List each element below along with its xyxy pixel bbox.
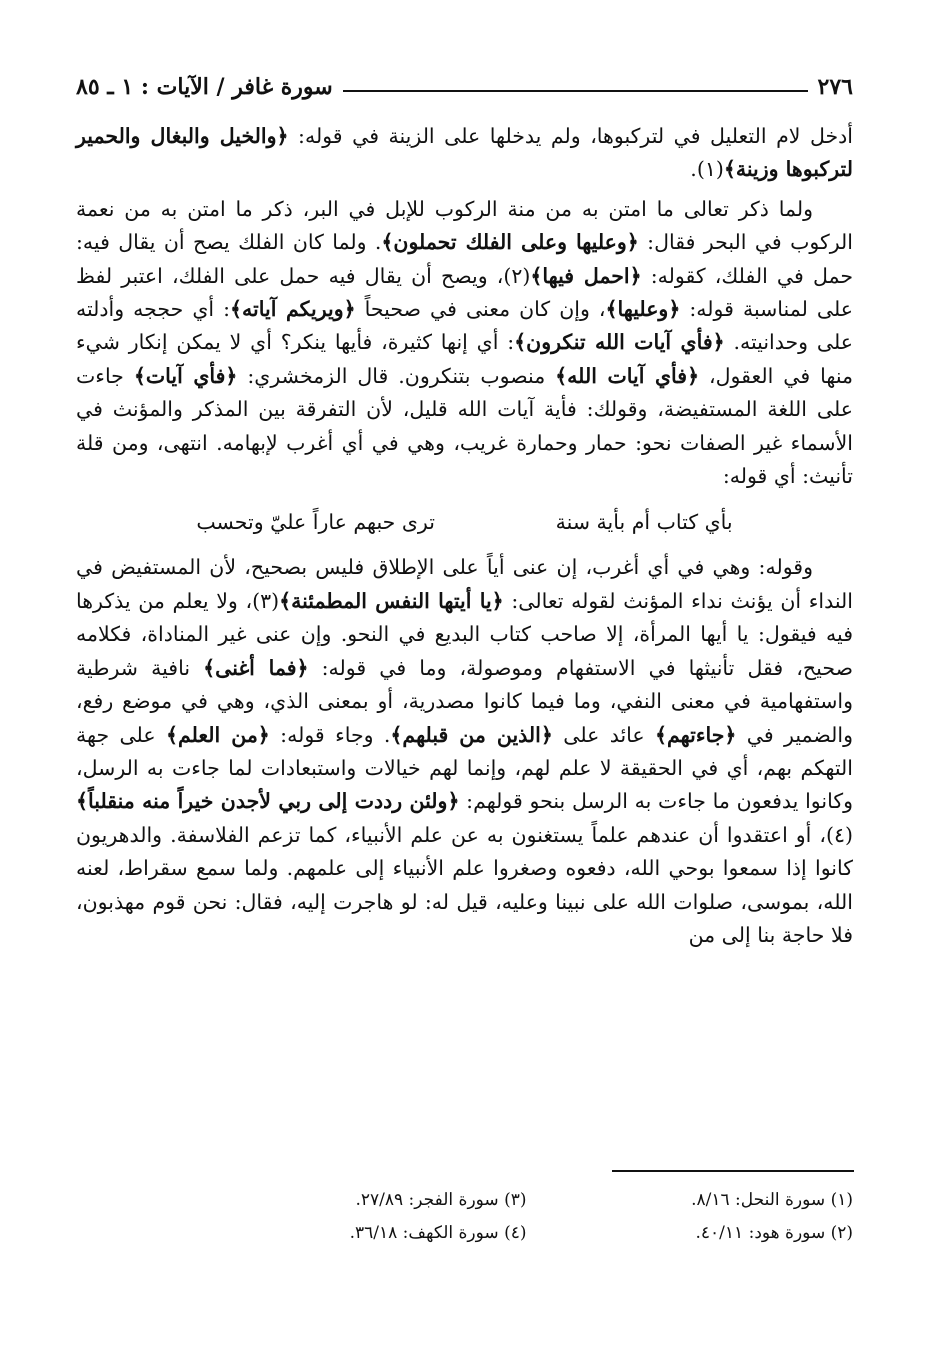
quran-quote: ﴿فأي آيات الله﴾ bbox=[555, 363, 700, 388]
text-run: ، وإن كان معنى في صحيحاً bbox=[355, 297, 606, 322]
running-title: سورة غافر / الآيات : ١ ـ ٨٥ bbox=[76, 74, 333, 100]
quran-quote: ﴿وعليها﴾ bbox=[605, 297, 681, 322]
paragraph-1 bbox=[76, 120, 853, 187]
quran-quote: ﴿ولئن رددت إلى ربي لأجدن خيراً منه منقلباً﴾ bbox=[76, 789, 460, 814]
text-run: . ولما كان الفلك يصح أن يقال فيه: حمل في الفلك، كقوله: bbox=[76, 230, 854, 288]
quran-quote: ﴿يا أيتها النفس المطمئنة﴾ bbox=[279, 588, 504, 613]
quran-quote: ﴿فما أغنى﴾ bbox=[203, 655, 309, 680]
footnote-1: (١) سورة النحل: ٨/١٦. bbox=[691, 1190, 853, 1210]
quran-quote: ﴿الذين من قبلهم﴾ bbox=[390, 722, 553, 747]
quran-quote: ﴿فأي آيات الله تنكرون﴾ bbox=[514, 330, 725, 355]
poetry-verse bbox=[76, 505, 853, 539]
footnote-ref: (١). bbox=[690, 157, 724, 182]
text-run: أدخل لام التعليل في لتركبوها، ولم يدخلها على الزينة في قوله: bbox=[288, 124, 853, 148]
text-run: (٢)، ويصح أن يقال فيه حمل على الفلك، اعتبر لفظ على لمناسبة قوله: bbox=[76, 263, 853, 322]
footnote-2: (٢) سورة هود: ٤٠/١١. bbox=[695, 1223, 853, 1243]
text-run: منصوب بتنكرون. قال الزمخشري: bbox=[237, 363, 556, 388]
quran-quote: ﴿جاءتهم﴾ bbox=[655, 722, 737, 747]
header-rule bbox=[343, 90, 808, 92]
paragraph-3 bbox=[76, 551, 853, 952]
text-run: وقوله: وهي في أي أغرب، إن عنى أياً على الإطلاق فليس بصحيح، لأن المستفيض في النداء أن يؤنث نداء المؤنث لقوله تعالى: bbox=[76, 555, 853, 613]
footnote-4: (٤) سورة الكهف: ٣٦/١٨. bbox=[349, 1223, 527, 1243]
text-run: ولما ذكر تعالى ما امتن به من منة الركوب للإبل في البر، ذكر ما امتن به من نعمة الركوب في البحر فقال: bbox=[76, 196, 853, 255]
footnotes bbox=[200, 1186, 853, 1248]
verse-first-hemistich: بأي كتاب أم بأية سنة bbox=[555, 510, 733, 535]
verse-second-hemistich: ترى حبهم عاراً عليّ وتحسب bbox=[196, 510, 435, 535]
footnote-3: (٣) سورة الفجر: ٢٧/٨٩. bbox=[355, 1190, 527, 1210]
text-run: . وجاء قوله: bbox=[269, 722, 391, 747]
main-text bbox=[76, 120, 853, 952]
text-run: عائد على bbox=[552, 722, 656, 747]
quran-quote: ﴿وعليها وعلى الفلك تحملون﴾ bbox=[381, 230, 639, 255]
text-run: (٣)، ولا يعلم من يذكرها فيه فيقول: يا أيها المرأة، إلا صاحب كتاب البديع في النحو. وإن عنى غير المناداة، فكلامه صحيح، فقل تأنيثها في الاستفهام وموصولة، وما في قوله: bbox=[76, 588, 853, 680]
quran-quote: ﴿من العلم﴾ bbox=[165, 722, 270, 747]
footnote-divider bbox=[612, 1170, 854, 1172]
quran-quote: ﴿ويريكم آياته﴾ bbox=[230, 297, 356, 322]
page-number: ٢٧٦ bbox=[817, 74, 853, 100]
quran-quote: ﴿فأي آيات﴾ bbox=[133, 363, 238, 388]
text-run: : أي حججه وأدلته على وحدانيته. bbox=[76, 297, 853, 355]
text-run: جاءت على اللغة المستفيضة، وقولك: فأية آيات الله قليل، لأن التفرقة بين المذكر والمؤنث في الأسماء غير الصفات نحو: حمار وحمارة غريب، وهي في أي أغرب لإبهامه. انتهى، ومن قلة تأنيث: أي قوله: bbox=[76, 363, 853, 489]
text-run: : أي إنها كثيرة، فأيها ينكر؟ أي لا يمكن إنكار شيء منها في العقول، bbox=[76, 330, 853, 388]
paragraph-2 bbox=[76, 193, 853, 494]
quran-quote: ﴿والخيل والبغال والحمير لتركبوها وزينة﴾ bbox=[76, 124, 853, 182]
text-run: (٤)، أو اعتقدوا أن عندهم علماً يستغنون به عن علم الأنبياء، كما تزعم الفلاسفة. والدهريون كانوا إذا سمعوا بوحي الله، دفعوه وصغروا علم الأنبياء إلى علمهم. ولما سمع سقراط، لعنه الله، بموسى، صلوات الله على نبينا وعليه، قيل له: لو هاجرت إليه، فقال: نحن قوم مهذبون، فلا حاجة بنا إلى من bbox=[76, 822, 854, 947]
text-run: نافية شرطية واستفهامية في معنى النفي، وما فيما كانوا مصدرية، أو بمعنى الذي، وهي في موضع رفع، والضمير في bbox=[76, 655, 854, 747]
page-header bbox=[76, 70, 853, 104]
quran-quote: ﴿احمل فيها﴾ bbox=[530, 263, 642, 288]
text-run: على جهة التهكم بهم، أي في الحقيقة لا علم لهم، وإنما لهم خيالات واستبعادات لما جاءت به الرسل، وكانوا يدفعون ما جاءت به الرسل بنحو قولهم: bbox=[76, 722, 853, 814]
